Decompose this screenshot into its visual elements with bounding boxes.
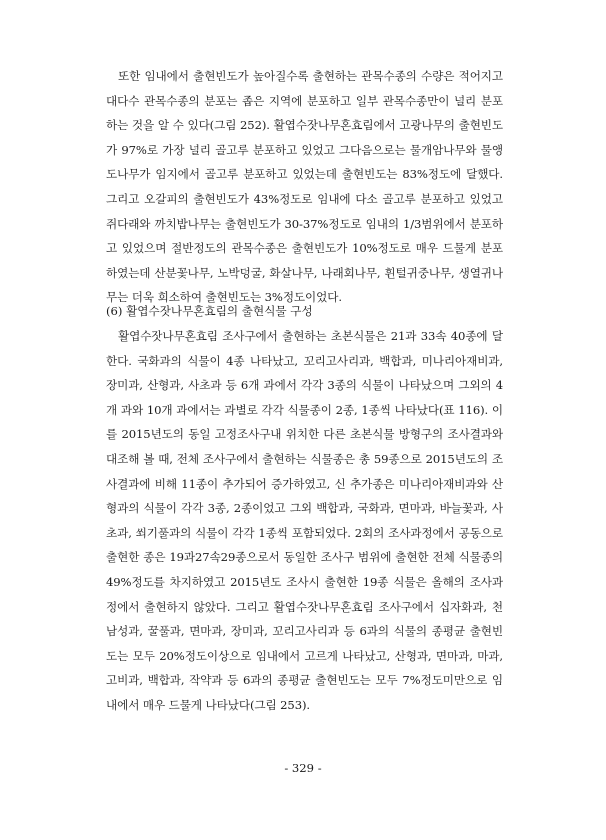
body-paragraph-herb-composition: 활엽수잣나무혼효림 조사구에서 출현하는 초본식물은 21과 33속 40종에 달한다. 국화과의 식물이 4종 나타났고, 꼬리고사리과, 백합과, 미나리아재비과, 장미과, 산형과, 사초과 등 6개 과에서 각각 3종의 식물이 나타났으며 그외의 4개 과와 10개 과에서는 과별로 각각 식물종이 2종, 1종씩 나타났다(표 116). 이를 2015년도의 동일 고정조사구내 위치한 다른 초본식물 방형구의 조사결과와 대조해 볼 때, 전체 조사구에서 출현하는 식물종은 총 59종으로 2015년도의 조사결과에 비해 11종이 추가되어 증가하였고, 신 추가종은 미나리아재비과와 산형과의 식물이 각각 3종, 2종이었고 그외 백합과, 국화과, 면마과, 바늘꽃과, 사초과, 쐬기풀과의 식물이 각각 1종씩 포함되었다. 2회의 조사과정에서 공동으로 출현한 종은 19과27속29종으로서 동일한 조사구 범위에 출현한 전체 식물종의 49%정도를 차지하였고 2015년도 조사시 출현한 19종 식물은 올해의 조사과정에서 출현하지 않았다. 그리고 활엽수잣나무혼효림 조사구에서 십자화과, 천남성과, 꿀풀과, 면마과, 장미과, 꼬리고사리과 등 6과의 식물의 종평균 출현빈도는 모두 20%정도이상으로 임내에서 고르게 나타났고, 산형과, 면마과, 마과, 고비과, 백합과, 작약과 등 6과의 종평균 출현빈도는 모두 7%정도미만으로 임내에서 매우 드물게 나타났다(그림 253). [106,329,503,712]
section-heading: (6) 활엽수잣나무혼효림의 출현식물 구성 [106,304,313,318]
body-paragraph-shrub-frequency: 또한 임내에서 출현빈도가 높아질수록 출현하는 관목수종의 수량은 적어지고 대다수 관목수종의 분포는 좁은 지역에 분포하고 일부 관목수종만이 널리 분포하는 것을 알 수 있다(그림 252). 활엽수잣나무혼효림에서 고광나무의 출현빈도가 97%로 가장 널리 골고루 분포하고 있었고 그다음으로는 물개암나무와 물앵도나무가 임지에서 골고루 분포하고 있었는데 출현빈도는 83%정도에 달했다. 그리고 오갈피의 출현빈도가 43%정도로 임내에 다소 골고루 분포하고 있었고 쥐다래와 까치밥나무는 출현빈도가 30-37%정도로 임내의 1/3범위에서 분포하고 있었으며 절반정도의 관목수종은 출현빈도가 10%정도로 매우 드물게 분포하였는데 산분꽃나무, 노박덩굴, 화살나무, 나래회나무, 휜털귀중나무, 생열귀나무는 더욱 희소하여 출현빈도는 3%정도이었다. [106,69,503,305]
page-number: - 329 - [284,761,322,775]
